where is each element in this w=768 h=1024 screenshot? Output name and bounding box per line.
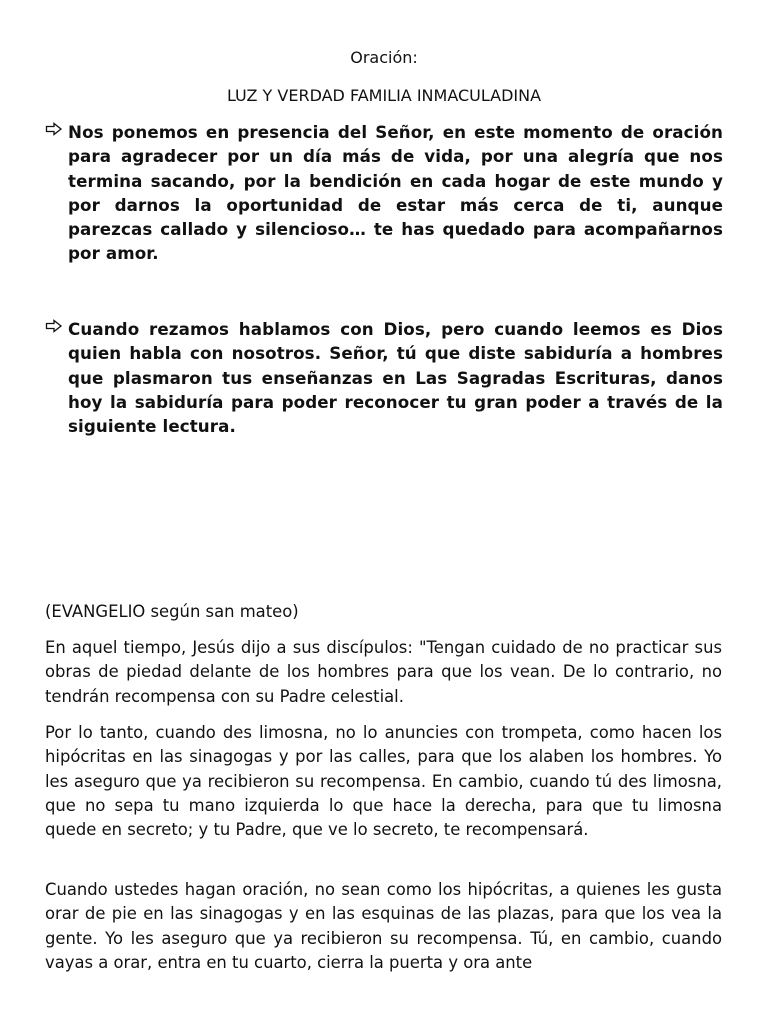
gospel-heading: (EVANGELIO según san mateo) (45, 602, 299, 621)
bullet-text: Cuando rezamos hablamos con Dios, pero cuando leemos es Dios quien habla con nosotros. Señor, tú que diste sabiduría a hombres que plasmaron tus enseñanzas en Las Sagradas Escrituras, danos hoy la sabiduría para poder reconocer tu gran poder a través de la siguiente lectura. (68, 319, 723, 437)
bullet-item (45, 120, 723, 266)
hollow-right-arrow-icon (45, 122, 63, 136)
hollow-right-arrow-icon (45, 319, 63, 333)
bullet-item (45, 317, 723, 438)
bullet-text: Nos ponemos en presencia del Señor, en este momento de oración para agradecer por un día más de vida, por una alegría que nos termina sacando, por la bendición en cada hogar de este mundo y por darnos la oportunidad de estar más cerca de ti, aunque parezcas callado y silencioso… te has quedado para acompañarnos por amor. (68, 122, 723, 264)
gospel-paragraph: Por lo tanto, cuando des limosna, no lo anuncies con trompeta, como hacen los hipócritas en las sinagogas y por las calles, para que los alaben los hombres. Yo les aseguro que ya recibieron su recompensa. En cambio, cuando tú des limosna, que no sepa tu mano izquierda lo que hace la derecha, para que tu limosna quede en secreto; y tu Padre, que ve lo secreto, te recompensará. (45, 723, 722, 840)
gospel-paragraph: Cuando ustedes hagan oración, no sean como los hipócritas, a quienes les gusta orar de pie en las sinagogas y en las esquinas de las plazas, para que los vea la gente. Yo les aseguro que ya recibieron su recompensa. Tú, en cambio, cuando vayas a orar, entra en tu cuarto, cierra la puerta y ora ante (45, 880, 722, 972)
page-subtitle: LUZ Y VERDAD FAMILIA INMACULADINA (226, 86, 542, 105)
page-title: Oración: (350, 48, 418, 67)
gospel-paragraph: En aquel tiempo, Jesús dijo a sus discípulos: "Tengan cuidado de no practicar sus obras de piedad delante de los hombres para que los vean. De lo contrario, no tendrán recompensa con su Padre celestial. (45, 638, 722, 706)
